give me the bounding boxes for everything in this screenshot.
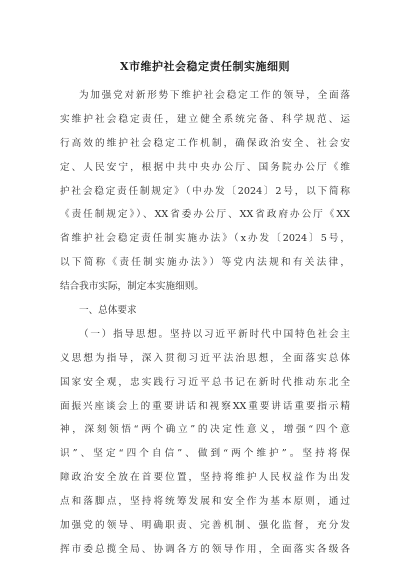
paragraph-line: 障政治安全放在首要位置，坚持将维护人民权益作为出发 — [60, 472, 350, 484]
paragraph-line: 为加强党对新形势下维护社会稳定工作的领导，全面落 — [79, 90, 350, 101]
section-general-requirements — [60, 299, 350, 562]
paragraph-line: 识”、坚定“四个自信”、做到“两个维护”。坚持将保 — [60, 448, 350, 460]
paragraph-line: 护社会稳定责任制规定》（中办发〔2024〕2号，以下简称 — [60, 185, 350, 197]
paragraph-line: 加强党的领导、明确职责、完善机制、强化监督，充分发 — [60, 520, 350, 532]
paragraph-line: （一）指导思想。坚持以习近平新时代中国特色社会主 — [79, 328, 350, 340]
section-heading: 一、总体要求 — [79, 305, 137, 316]
paragraph-line: 省维护社会稳定责任制实施办法》（x办发〔2024〕5号， — [60, 233, 350, 245]
paragraph-line: 定、人民安宁，根据中共中央办公厅、国务院办公厅《维 — [60, 161, 350, 173]
paragraph-line: 神，深刻领悟“两个确立”的决定性意义，增强“四个意 — [60, 424, 350, 436]
paragraph-line: 以下简称《责任制实施办法》）等党内法规和有关法律， — [60, 257, 350, 269]
paragraph-line: 挥市委总揽全局、协调各方的领导作用，全面落实各级各 — [60, 543, 350, 555]
intro-paragraph — [60, 84, 350, 299]
paragraph-line: 《责任制规定》）、XX省委办公厅、XX省政府办公厅《XX — [60, 209, 350, 221]
paragraph-line: 点和落脚点，坚持将统筹发展和安全作为基本原则，通过 — [60, 496, 350, 508]
paragraph-line: 义思想为指导，深入贯彻习近平法治思想，全面落实总体 — [60, 352, 350, 364]
paragraph-line: 国家安全观，忠实践行习近平总书记在新时代推动东北全 — [60, 376, 350, 388]
paragraph-line: 实维护社会稳定责任，建立健全系统完备、科学规范、运 — [60, 113, 350, 125]
document-title: X市维护社会稳定责任制实施细则 — [119, 60, 291, 73]
paragraph-line: 行高效的维护社会稳定工作机制，确保政治安全、社会安 — [60, 137, 350, 149]
paragraph-line: 面振兴座谈会上的重要讲话和视察XX重要讲话重要指示精 — [60, 400, 350, 412]
paragraph-line: 结合我市实际，制定本实施细则。 — [60, 281, 204, 293]
